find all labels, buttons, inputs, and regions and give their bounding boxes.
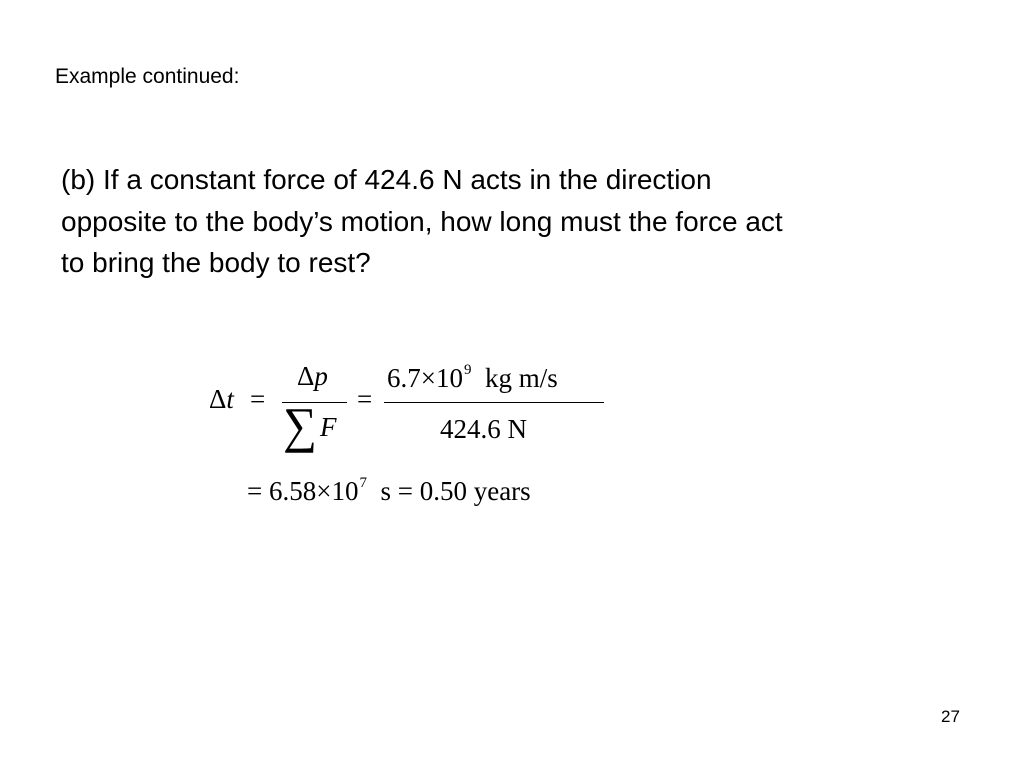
question-line-1: (b) If a constant force of 424.6 N acts in the direction <box>61 164 712 195</box>
fraction-bar-2 <box>384 402 604 403</box>
result-unit: s <box>380 476 391 506</box>
question-line-2: opposite to the body’s motion, how long must the force act <box>61 205 783 237</box>
time-variable: t <box>226 384 234 414</box>
numerator-value: 6.7×10 <box>387 363 463 393</box>
delta-symbol-2: Δ <box>297 361 315 391</box>
years-unit: years <box>473 476 531 506</box>
result-line <box>247 475 531 506</box>
equals-sign-1: = <box>250 384 266 414</box>
question-line-3: to bring the body to rest? <box>61 247 371 278</box>
momentum-change <box>297 363 328 390</box>
numerator-unit: kg m/s <box>484 363 558 393</box>
equals-sign-4: = <box>397 476 413 506</box>
page-number: 27 <box>941 707 960 726</box>
years-value: 0.50 <box>419 476 467 506</box>
slide-heading: Example continued: <box>55 65 240 88</box>
equals-sign-3: = <box>247 476 263 506</box>
equals-sign-2: = <box>357 384 373 414</box>
result-value: 6.58×10 <box>268 476 359 506</box>
sum-symbol: ∑ <box>283 397 317 453</box>
question-text <box>61 159 971 284</box>
momentum-variable: p <box>314 361 328 391</box>
numerator <box>387 362 558 393</box>
numerator-exponent: 9 <box>463 362 472 378</box>
result-exponent: 7 <box>359 475 367 491</box>
denominator: 424.6 N <box>440 414 527 444</box>
delta-t-label <box>209 386 234 413</box>
force-variable: F <box>320 412 337 442</box>
delta-symbol: Δ <box>209 384 227 414</box>
